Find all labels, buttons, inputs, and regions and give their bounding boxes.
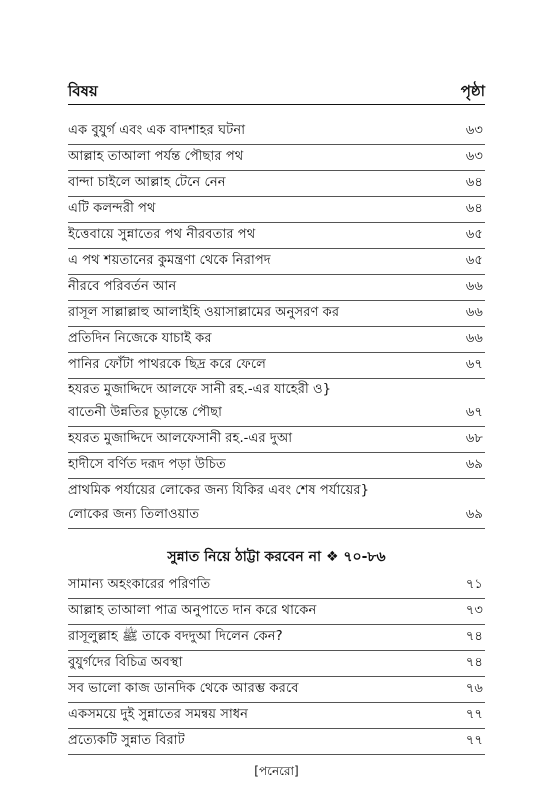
toc-entry — [68, 222, 485, 249]
entry-title: আল্লাহ তাআলা পর্যন্ত পৌছার পথ — [68, 149, 244, 164]
entry-title: ইত্তেবায়ে সুন্নাতের পথ নীরবতার পথ — [68, 227, 256, 242]
entry-title-line2: লোকের জন্য তিলাওয়াত — [68, 507, 200, 522]
entry-title-line1: প্রাথমিক পর্যায়ের লোকের জন্য যিকির এবং শেষ পর্যায়ের} — [68, 483, 370, 498]
entry-page: ৬৫ — [465, 227, 483, 242]
toc-entry — [68, 598, 485, 625]
toc-entry — [68, 248, 485, 275]
entry-title: এটি কলন্দরী পথ — [68, 201, 156, 216]
toc-entry — [68, 118, 485, 145]
toc-entry-multiline — [68, 378, 485, 427]
entry-title: প্রত্যেকটি সুন্নাত বিরাট — [68, 733, 185, 748]
entry-page: ৬৪ — [465, 175, 483, 190]
toc-entry — [68, 274, 485, 301]
entry-page: ৭৪ — [465, 655, 483, 670]
toc-entry-multiline — [68, 478, 485, 529]
entry-page: ৬৬ — [465, 331, 483, 346]
entry-title: হযরত মুজাদ্দিদে আলফেসানী রহ.-এর দুআ — [68, 431, 293, 446]
entry-title: বান্দা চাইলে আল্লাহ টেনে নেন — [68, 175, 226, 190]
page-heading: পৃষ্ঠা — [460, 82, 485, 100]
entry-title: রাসূল সাল্লাল্লাহু আলাইহি ওয়াসাল্লামের অনুসরণ কর — [68, 305, 340, 320]
toc-entry — [68, 572, 485, 599]
toc-entry — [68, 326, 485, 353]
entry-title: রাসূলুল্লাহ ﷺ তাকে বদদুআ দিলেন কেন? — [68, 629, 283, 644]
toc-entry — [68, 702, 485, 729]
toc-entry — [68, 452, 485, 479]
entry-page: ৭৪ — [465, 629, 483, 644]
entry-title: সামান্য অহংকারের পরিণতি — [68, 577, 211, 592]
toc-entry — [68, 196, 485, 223]
toc-entry — [68, 624, 485, 651]
entry-page: ৬৯ — [465, 457, 483, 472]
toc-header — [68, 74, 485, 105]
entry-title: হাদীসে বর্ণিত দরূদ পড়া উচিত — [68, 457, 226, 472]
toc-entry — [68, 728, 485, 755]
entry-page: ৬৯ — [465, 507, 483, 522]
entry-page: ৬৩ — [465, 123, 483, 138]
entry-page: ৬৬ — [465, 279, 483, 294]
entry-page: ৬৭ — [465, 357, 483, 372]
entry-title-line1: হযরত মুজাদ্দিদে আলফে সানী রহ.-এর যাহেরী ও} — [68, 382, 332, 397]
toc-entry — [68, 352, 485, 379]
subject-heading: বিষয় — [68, 82, 98, 100]
entry-page: ৭৭ — [465, 733, 483, 748]
entry-title: পানির ফোঁটা পাথরকে ছিদ্র করে ফেলে — [68, 357, 266, 372]
page-number: [পনেরো] — [254, 764, 299, 778]
entry-title: একসময়ে দুই সুন্নাতের সমন্বয় সাধন — [68, 707, 249, 722]
entry-page: ৬৬ — [465, 305, 483, 320]
entry-page: ৭৭ — [465, 707, 483, 722]
entry-page: ৬৭ — [465, 405, 483, 420]
entry-page: ৬৫ — [465, 253, 483, 268]
toc-entry — [68, 144, 485, 171]
toc-entry — [68, 676, 485, 703]
entry-title: এক বুযুর্গ এবং এক বাদশাহর ঘটনা — [68, 123, 246, 138]
section-heading: সুন্নাত নিয়ে ঠাট্টা করবেন না ❖ ৭০-৮৬ — [167, 549, 386, 565]
entry-page: ৬৩ — [465, 149, 483, 164]
entry-title: প্রতিদিন নিজেকে যাচাই কর — [68, 331, 212, 346]
entry-title: নীরবে পরিবর্তন আন — [68, 279, 177, 294]
entry-page: ৬৪ — [465, 201, 483, 216]
entry-title: সব ভালো কাজ ডানদিক থেকে আরম্ভ করবে — [68, 681, 299, 696]
entry-page: ৭১ — [465, 577, 483, 592]
entry-page: ৭৩ — [465, 603, 483, 618]
toc-entry — [68, 650, 485, 677]
entry-page: ৬৮ — [465, 431, 483, 446]
entry-page: ৭৬ — [465, 681, 483, 696]
entry-title: আল্লাহ তাআলা পাত্র অনুপাতে দান করে থাকেন — [68, 603, 317, 618]
entry-title-line2: বাতেনী উন্নতির চূড়ান্তে পৌছা — [68, 405, 222, 420]
toc-entry — [68, 170, 485, 197]
toc-entry — [68, 300, 485, 327]
toc-entry — [68, 426, 485, 453]
entry-title: এ পথ শয়তানের কুমন্ত্রণা থেকে নিরাপদ — [68, 253, 271, 268]
entry-title: বুযুর্গদের বিচিত্র অবস্থা — [68, 655, 183, 670]
